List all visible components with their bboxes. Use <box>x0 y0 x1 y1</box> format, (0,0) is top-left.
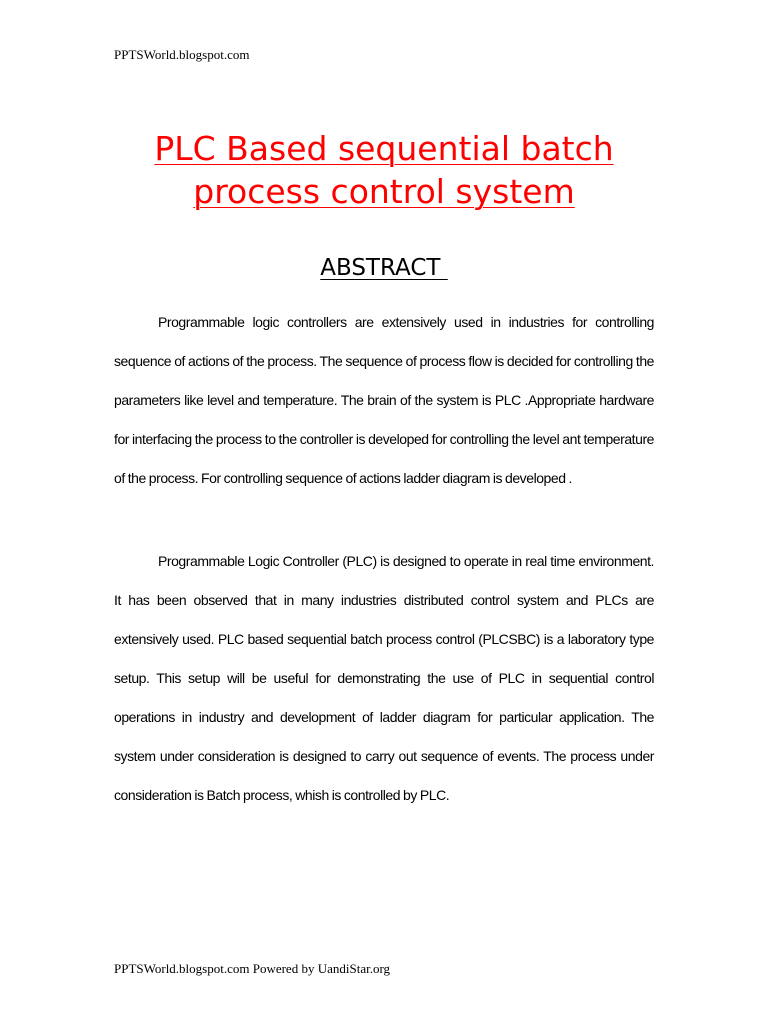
abstract-paragraph-2: Programmable Logic Controller (PLC) is designed to operate in real time environment. It has been observed that in many industries distributed control system and PLCs are extensively used. PLC based sequential batch process control (PLCSBC) is a laboratory type setup. This setup will be useful for demonstrating the use of PLC in sequential control operations in industry and development of ladder diagram for particular application. The system under consideration is designed to carry out sequence of events. The process under consideration is Batch process, whish is controlled by PLC. <box>114 553 654 803</box>
abstract-heading <box>114 253 654 283</box>
abstract-paragraph-1: Programmable logic controllers are extensively used in industries for controlling sequence of actions of the process. The sequence of process flow is decided for controlling the parameters like level and temperature. The brain of the system is PLC .Appropriate hardware for interfacing the process to the controller is developed for controlling the level ant temperature of the process. For controlling sequence of actions ladder diagram is developed . <box>114 314 654 486</box>
page-footer: PPTSWorld.blogspot.com Powered by UandiStar.org <box>114 961 391 976</box>
document-title: PLC Based sequential batch process control system <box>154 129 614 211</box>
abstract-heading-text: ABSTRACT <box>320 255 448 281</box>
page-header: PPTSWorld.blogspot.com <box>114 47 250 62</box>
